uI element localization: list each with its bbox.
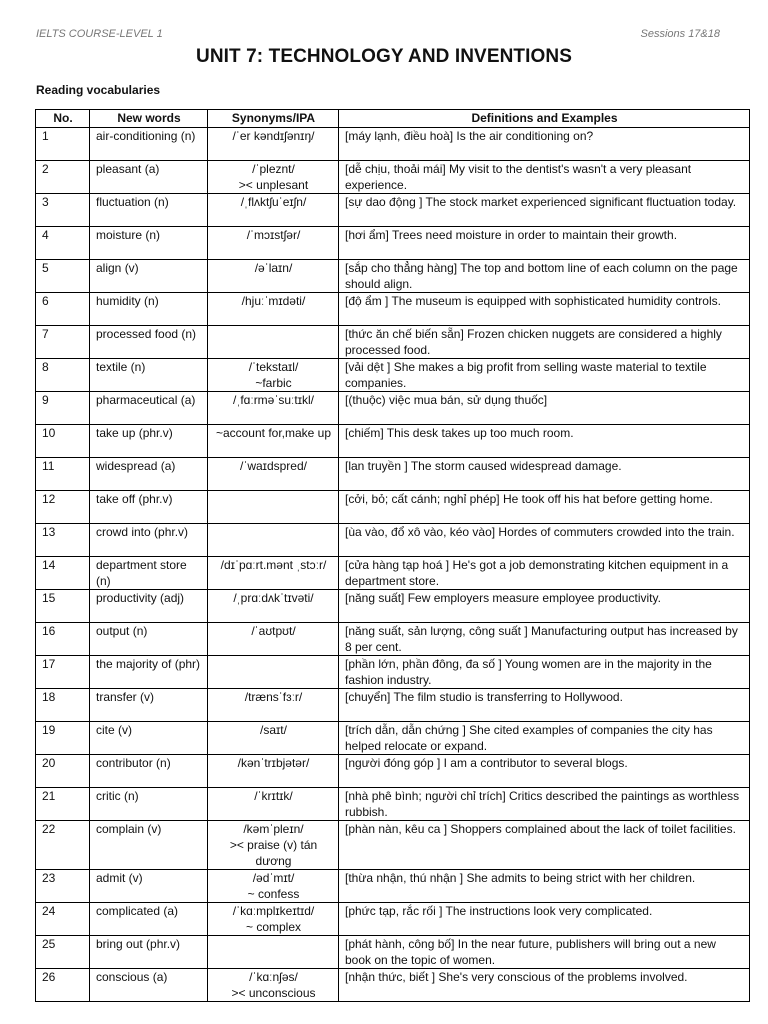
definition-example: [phát hành, công bố] In the near future, publishers will bring out a new book on the topic of women. xyxy=(339,936,750,969)
definition-example: [sự dao động ] The stock market experienced significant fluctuation today. xyxy=(339,194,750,227)
synonym-ipa xyxy=(208,326,339,359)
page-header xyxy=(36,28,720,44)
synonym-ipa: /kənˈtrɪbjətər/ xyxy=(208,755,339,788)
synonym-ipa: /ˈpleznt/ >< unplesant xyxy=(208,161,339,194)
row-number: 20 xyxy=(36,755,90,788)
row-number: 2 xyxy=(36,161,90,194)
table-row xyxy=(36,458,750,491)
synonym-ipa: /ˈkɑːnʃəs/ >< unconscious xyxy=(208,969,339,1002)
row-number: 3 xyxy=(36,194,90,227)
synonym-ipa: /əˈlaɪn/ xyxy=(208,260,339,293)
new-word: air-conditioning (n) xyxy=(90,128,208,161)
new-word: pleasant (a) xyxy=(90,161,208,194)
new-word: the majority of (phr) xyxy=(90,656,208,689)
synonym-ipa: /ˌfɑːrməˈsuːtɪkl/ xyxy=(208,392,339,425)
table-row xyxy=(36,821,750,870)
row-number: 17 xyxy=(36,656,90,689)
table-row xyxy=(36,557,750,590)
synonym-ipa: /ˌprɑːdʌkˈtɪvəti/ xyxy=(208,590,339,623)
new-word: align (v) xyxy=(90,260,208,293)
definition-example: [phần lớn, phần đông, đa số ] Young women are in the majority in the fashion industry. xyxy=(339,656,750,689)
synonym-ipa: /trænsˈfɜːr/ xyxy=(208,689,339,722)
row-number: 13 xyxy=(36,524,90,557)
synonym-ipa: /ˈaʊtpʊt/ xyxy=(208,623,339,656)
table-row xyxy=(36,969,750,1002)
definition-example: [năng suất, sản lượng, công suất ] Manufacturing output has increased by 8 per cent. xyxy=(339,623,750,656)
new-word: fluctuation (n) xyxy=(90,194,208,227)
definition-example: [(thuộc) việc mua bán, sử dụng thuốc] xyxy=(339,392,750,425)
table-row xyxy=(36,870,750,903)
row-number: 21 xyxy=(36,788,90,821)
table-row xyxy=(36,623,750,656)
header-synonyms-ipa: Synonyms/IPA xyxy=(208,110,339,128)
table-row xyxy=(36,524,750,557)
row-number: 9 xyxy=(36,392,90,425)
definition-example: [thừa nhận, thú nhận ] She admits to being strict with her children. xyxy=(339,870,750,903)
synonym-ipa: /hjuːˈmɪdəti/ xyxy=(208,293,339,326)
row-number: 24 xyxy=(36,903,90,936)
row-number: 12 xyxy=(36,491,90,524)
definition-example: [ùa vào, đổ xô vào, kéo vào] Hordes of commuters crowded into the train. xyxy=(339,524,750,557)
new-word: bring out (phr.v) xyxy=(90,936,208,969)
new-word: complicated (a) xyxy=(90,903,208,936)
new-word: textile (n) xyxy=(90,359,208,392)
definition-example: [cửa hàng tạp hoá ] He's got a job demonstrating kitchen equipment in a department store. xyxy=(339,557,750,590)
row-number: 8 xyxy=(36,359,90,392)
new-word: contributor (n) xyxy=(90,755,208,788)
table-header-row xyxy=(36,110,750,128)
row-number: 19 xyxy=(36,722,90,755)
table-row xyxy=(36,903,750,936)
synonym-ipa: /ˈkrɪtɪk/ xyxy=(208,788,339,821)
definition-example: [hơi ẩm] Trees need moisture in order to maintain their growth. xyxy=(339,227,750,260)
new-word: admit (v) xyxy=(90,870,208,903)
table-row xyxy=(36,326,750,359)
synonym-ipa: /ˌflʌktʃuˈeɪʃn/ xyxy=(208,194,339,227)
table-row xyxy=(36,359,750,392)
row-number: 1 xyxy=(36,128,90,161)
course-label: IELTS COURSE-LEVEL 1 xyxy=(36,28,163,40)
definition-example: [độ ẩm ] The museum is equipped with sophisticated humidity controls. xyxy=(339,293,750,326)
table-row xyxy=(36,227,750,260)
synonym-ipa: /ˈtekstaɪl/ ~farbic xyxy=(208,359,339,392)
table-row xyxy=(36,722,750,755)
table-row xyxy=(36,755,750,788)
definition-example: [phức tạp, rắc rối ] The instructions look very complicated. xyxy=(339,903,750,936)
row-number: 10 xyxy=(36,425,90,458)
table-body xyxy=(36,128,750,1002)
synonym-ipa: /kəmˈpleɪn/ >< praise (v) tán dương xyxy=(208,821,339,870)
new-word: humidity (n) xyxy=(90,293,208,326)
row-number: 11 xyxy=(36,458,90,491)
new-word: take up (phr.v) xyxy=(90,425,208,458)
row-number: 7 xyxy=(36,326,90,359)
definition-example: [máy lạnh, điều hoà] Is the air conditioning on? xyxy=(339,128,750,161)
definition-example: [trích dẫn, dẫn chứng ] She cited examples of companies the city has helped relocate or expand. xyxy=(339,722,750,755)
new-word: processed food (n) xyxy=(90,326,208,359)
table-row xyxy=(36,656,750,689)
definition-example: [người đóng góp ] I am a contributor to several blogs. xyxy=(339,755,750,788)
definition-example: [chiếm] This desk takes up too much room. xyxy=(339,425,750,458)
new-word: productivity (adj) xyxy=(90,590,208,623)
row-number: 16 xyxy=(36,623,90,656)
synonym-ipa xyxy=(208,656,339,689)
definition-example: [nhận thức, biết ] She's very conscious of the problems involved. xyxy=(339,969,750,1002)
table-row xyxy=(36,194,750,227)
definition-example: [dễ chịu, thoải mái] My visit to the dentist's wasn't a very pleasant experience. xyxy=(339,161,750,194)
table-row xyxy=(36,128,750,161)
table-row xyxy=(36,293,750,326)
definition-example: [sắp cho thẳng hàng] The top and bottom line of each column on the page should align. xyxy=(339,260,750,293)
synonym-ipa: /ədˈmɪt/ ~ confess xyxy=(208,870,339,903)
table-row xyxy=(36,788,750,821)
synonym-ipa xyxy=(208,936,339,969)
page-title: UNIT 7: TECHNOLOGY AND INVENTIONS xyxy=(196,46,572,67)
header-definitions: Definitions and Examples xyxy=(339,110,750,128)
row-number: 25 xyxy=(36,936,90,969)
new-word: moisture (n) xyxy=(90,227,208,260)
row-number: 22 xyxy=(36,821,90,870)
sessions-label: Sessions 17&18 xyxy=(640,28,720,40)
synonym-ipa: /dɪˈpɑːrt.mənt ˌstɔːr/ xyxy=(208,557,339,590)
synonym-ipa: ~account for,make up xyxy=(208,425,339,458)
synonym-ipa xyxy=(208,491,339,524)
definition-example: [lan truyền ] The storm caused widespread damage. xyxy=(339,458,750,491)
table-row xyxy=(36,161,750,194)
row-number: 23 xyxy=(36,870,90,903)
table-row xyxy=(36,590,750,623)
synonym-ipa: /ˈkɑːmplɪkeɪtɪd/ ~ complex xyxy=(208,903,339,936)
synonym-ipa: /ˈmɔɪstʃər/ xyxy=(208,227,339,260)
header-new-words: New words xyxy=(90,110,208,128)
row-number: 15 xyxy=(36,590,90,623)
new-word: take off (phr.v) xyxy=(90,491,208,524)
row-number: 6 xyxy=(36,293,90,326)
new-word: complain (v) xyxy=(90,821,208,870)
row-number: 14 xyxy=(36,557,90,590)
new-word: pharmaceutical (a) xyxy=(90,392,208,425)
new-word: critic (n) xyxy=(90,788,208,821)
row-number: 18 xyxy=(36,689,90,722)
definition-example: [thức ăn chế biến sẵn] Frozen chicken nuggets are considered a highly processed food. xyxy=(339,326,750,359)
table-row xyxy=(36,260,750,293)
section-heading: Reading vocabularies xyxy=(36,83,161,97)
synonym-ipa: /ˈwaɪdspred/ xyxy=(208,458,339,491)
definition-example: [nhà phê bình; người chỉ trích] Critics described the paintings as worthless rubbish. xyxy=(339,788,750,821)
synonym-ipa: /saɪt/ xyxy=(208,722,339,755)
new-word: cite (v) xyxy=(90,722,208,755)
definition-example: [phàn nàn, kêu ca ] Shoppers complained about the lack of toilet facilities. xyxy=(339,821,750,870)
definition-example: [chuyển] The film studio is transferring to Hollywood. xyxy=(339,689,750,722)
row-number: 5 xyxy=(36,260,90,293)
table-row xyxy=(36,425,750,458)
new-word: conscious (a) xyxy=(90,969,208,1002)
table-row xyxy=(36,689,750,722)
new-word: widespread (a) xyxy=(90,458,208,491)
new-word: crowd into (phr.v) xyxy=(90,524,208,557)
synonym-ipa xyxy=(208,524,339,557)
new-word: output (n) xyxy=(90,623,208,656)
table-row xyxy=(36,392,750,425)
row-number: 4 xyxy=(36,227,90,260)
table-row xyxy=(36,491,750,524)
new-word: transfer (v) xyxy=(90,689,208,722)
vocabulary-table xyxy=(35,109,750,1002)
definition-example: [vải dệt ] She makes a big profit from selling waste material to textile companies. xyxy=(339,359,750,392)
new-word: department store (n) xyxy=(90,557,208,590)
definition-example: [năng suất] Few employers measure employee productivity. xyxy=(339,590,750,623)
table-row xyxy=(36,936,750,969)
synonym-ipa: /ˈer kəndɪʃənɪŋ/ xyxy=(208,128,339,161)
definition-example: [cởi, bỏ; cất cánh; nghỉ phép] He took off his hat before getting home. xyxy=(339,491,750,524)
row-number: 26 xyxy=(36,969,90,1002)
header-no: No. xyxy=(36,110,90,128)
